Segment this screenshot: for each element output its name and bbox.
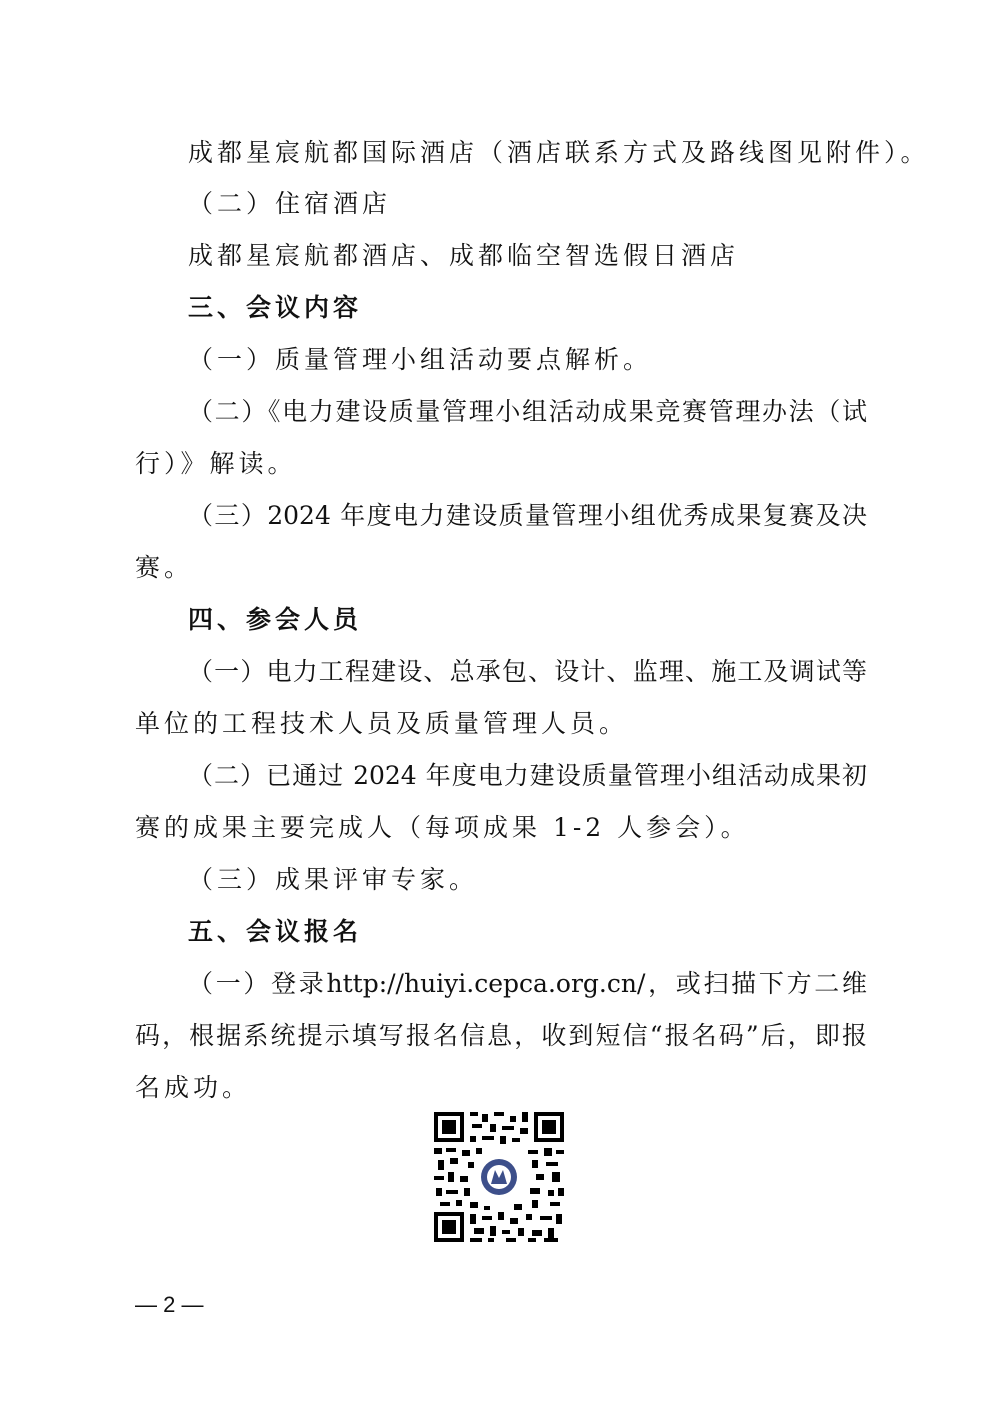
list-item-content-2-cont: 行）》解读。 bbox=[135, 449, 297, 478]
subheading-hotel: （二）住宿酒店 bbox=[188, 189, 392, 218]
list-item-registration-1-end: 名成功。 bbox=[135, 1073, 252, 1102]
list-item-content-3: （三）2024 年度电力建设质量管理小组优秀成果复赛及决 bbox=[188, 501, 867, 530]
list-item-content-2: （二）《电力建设质量管理小组活动成果竞赛管理办法（试 bbox=[188, 397, 867, 426]
page-number: — 2 — bbox=[135, 1292, 204, 1317]
list-item-attendees-1-cont: 单位的工程技术人员及质量管理人员。 bbox=[135, 709, 629, 738]
list-item-attendees-1: （一）电力工程建设、总承包、设计、监理、施工及调试等 bbox=[188, 657, 867, 686]
list-item-attendees-3: （三）成果评审专家。 bbox=[188, 865, 479, 894]
list-item-registration-1-cont: 码，根据系统提示填写报名信息，收到短信“报名码”后，即报 bbox=[135, 1021, 867, 1050]
list-item-registration-1: （一）登录http://huiyi.cepca.org.cn/，或扫描下方二维 bbox=[188, 969, 867, 998]
registration-qr-code[interactable] bbox=[432, 1110, 566, 1244]
paragraph-venue: 成都星宸航都国际酒店（酒店联系方式及路线图见附件）。 bbox=[188, 138, 930, 167]
section-heading-registration: 五、会议报名 bbox=[188, 917, 363, 946]
section-heading-attendees: 四、参会人员 bbox=[188, 605, 363, 634]
list-item-attendees-2: （二）已通过 2024 年度电力建设质量管理小组活动成果初 bbox=[188, 761, 867, 790]
list-item-content-3-cont: 赛。 bbox=[135, 553, 194, 582]
section-heading-content: 三、会议内容 bbox=[188, 293, 363, 322]
paragraph-hotels: 成都星宸航都酒店、成都临空智选假日酒店 bbox=[188, 241, 740, 270]
list-item-content-1: （一）质量管理小组活动要点解析。 bbox=[188, 345, 653, 374]
list-item-attendees-2-cont: 赛的成果主要完成人（每项成果 1-2 人参会）。 bbox=[135, 813, 750, 842]
